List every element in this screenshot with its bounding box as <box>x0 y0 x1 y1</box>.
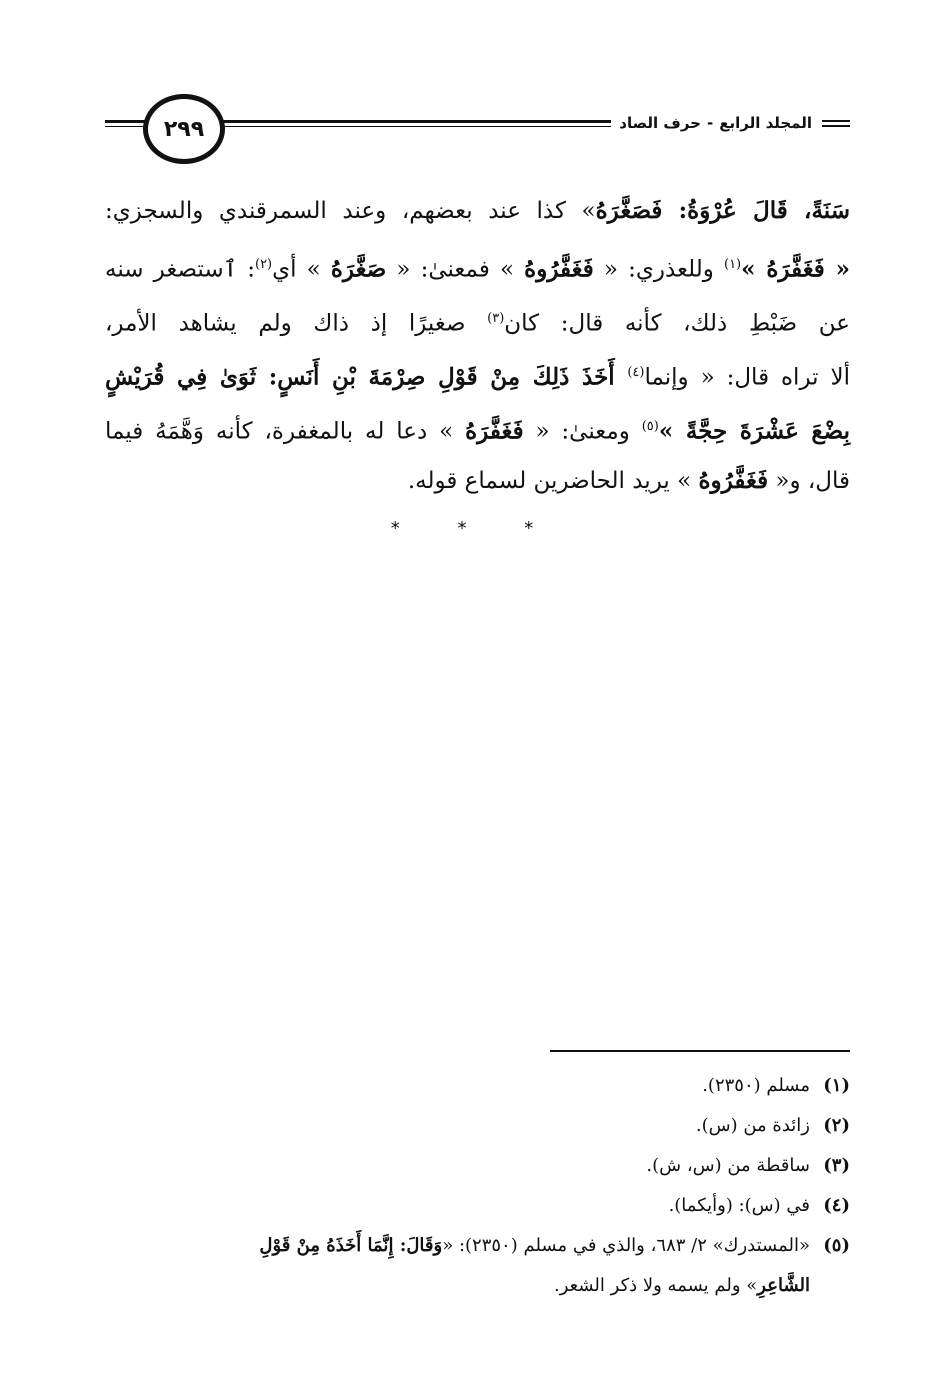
footnote-ref-3: (٣) <box>487 311 505 326</box>
text-run: «المستدرك» ٢/ ٦٨٣، والذي في مسلم (٢٣٥٠): « <box>442 1235 810 1256</box>
running-header <box>105 92 850 172</box>
footnote-5 <box>105 1226 850 1306</box>
footnote-1 <box>105 1066 850 1106</box>
footnote-number: (٣) <box>823 1155 850 1176</box>
footnote-number: (٤) <box>823 1195 850 1216</box>
text-run: وللعذري: « <box>593 256 724 283</box>
footnote-text: ساقطة من (س، ش). <box>646 1155 810 1176</box>
volume-label: المجلد الرابع <box>719 114 812 132</box>
title-separator: - <box>706 114 714 132</box>
header-rule-end <box>822 120 850 130</box>
text-line-6 <box>105 454 850 508</box>
footnote-ref-4: (٤) <box>627 365 645 380</box>
footnote-number: (٢) <box>823 1115 850 1136</box>
footnote-4 <box>105 1186 850 1226</box>
quote-bold: وَقَالَ: إِنَّمَا أَخَذَهُ مِنْ قَوْلِ <box>259 1235 443 1256</box>
text-line-4 <box>105 346 850 400</box>
text-run: : ٱستصغر سنه <box>105 256 255 283</box>
text-run: » فمعنىٰ: « <box>386 256 525 283</box>
text-line-3 <box>105 292 850 346</box>
page-number: ٢٩٩ <box>163 116 205 142</box>
quote-bold: فَغَفَّرُوهُ <box>524 255 594 283</box>
text-run: » دعا له بالمغفرة، كأنه وَهَّمَهُ فيما <box>105 418 466 445</box>
footnote-3 <box>105 1146 850 1186</box>
footnote-text: زائدة من (س). <box>695 1115 810 1136</box>
quote-bold: الشَّاعِرِ <box>757 1275 810 1296</box>
text-run: عن ضَبْطِ ذلك، كأنه قال: كان <box>504 310 850 337</box>
quote-bold: « فَغَفَّرَهُ » <box>741 255 850 283</box>
text-run: ألا تراه قال: « وإنما <box>644 364 850 391</box>
quote-bold: بِضْعَ عَشْرَةَ حِجَّةً » <box>658 417 850 445</box>
footnotes <box>105 1066 850 1306</box>
footnote-rule <box>550 1050 850 1052</box>
chapter-label: حرف الصاد <box>619 114 701 132</box>
text-run: ومعنىٰ: « <box>523 418 642 445</box>
footnote-ref-1: (١) <box>723 257 742 272</box>
footnote-number: (٥) <box>823 1235 850 1256</box>
quote-bold: فَغَفَّرُوهُ <box>698 467 769 494</box>
quote-bold: سَنَةً، قَالَ عُرْوَةُ: فَصَغَّرَهُ <box>595 197 850 224</box>
footnote-text <box>105 1226 810 1306</box>
footnote-number: (١) <box>823 1075 850 1096</box>
footnote-2 <box>105 1106 850 1146</box>
footnote-text: مسلم (٢٣٥٠). <box>702 1075 810 1096</box>
running-head-title <box>611 114 820 132</box>
main-text <box>105 184 850 508</box>
footnote-text: في (س): (وأيكما). <box>668 1195 810 1216</box>
text-run: » أي <box>272 256 331 283</box>
page-number-badge <box>143 94 225 164</box>
footnote-ref-5: (٥) <box>641 419 659 434</box>
text-line-2 <box>105 238 850 292</box>
text-line-1 <box>105 184 850 238</box>
text-run: صغيرًا إذ ذاك ولم يشاهد الأمر، <box>105 310 488 337</box>
text-line-5 <box>105 400 850 454</box>
section-divider-stars: * * * <box>390 518 560 539</box>
text-run: » يريد الحاضرين لسماع قوله. <box>407 468 699 494</box>
footnote-continuation <box>105 1266 810 1306</box>
text-run: » ولم يسمه ولا ذكر الشعر. <box>554 1275 758 1296</box>
footnote-ref-2: (٢) <box>254 257 273 272</box>
quote-bold: فَغَفَّرَهُ <box>465 417 524 445</box>
text-run: قال، و« <box>768 468 850 494</box>
quote-bold: أَخَذَ ذَلِكَ مِنْ قَوْلِ صِرْمَةَ بْنِ أَنَسٍ: ثَوَىٰ فِي قُرَيْشٍ <box>105 363 628 391</box>
quote-bold: صَغَّرَهُ <box>330 255 387 283</box>
text-run: » كذا عند بعضهم، وعند السمرقندي والسجزي: <box>105 198 596 224</box>
